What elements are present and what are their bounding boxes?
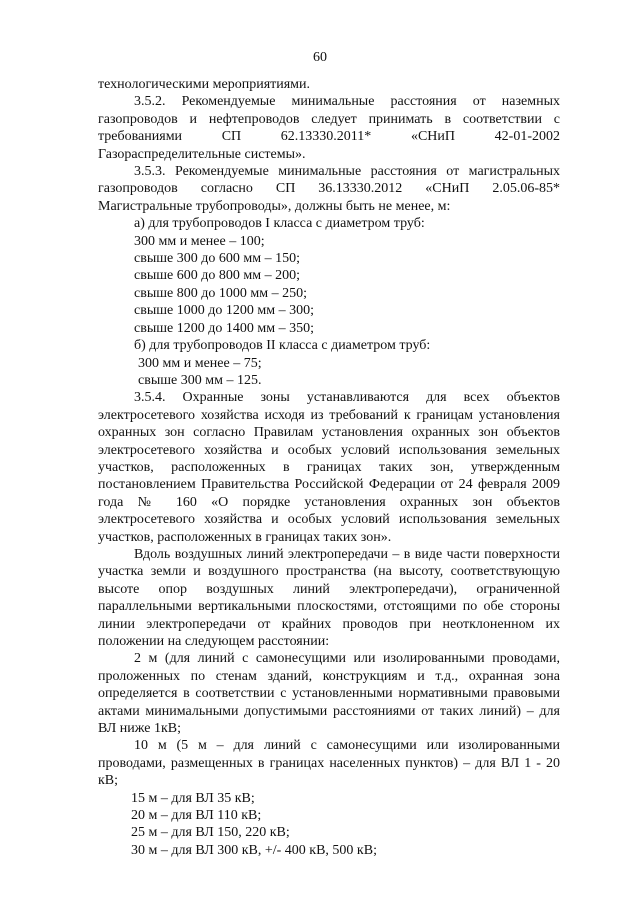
list-item: свыше 300 мм – 125. xyxy=(138,372,262,388)
list-item: свыше 600 до 800 мм – 200; xyxy=(134,268,300,284)
paragraph-2m-zone: 2 м (для линий с самонесущими или изолированными проводами, проложенных по стенам зданий, конструкциям и т.д., охранная зона определяется в соответствии с установленными нормативными правовыми актами минимальными допустимыми расстояниями от таких линий) – для ВЛ ниже 1кВ; xyxy=(98,651,560,737)
list-item: 300 мм и менее – 75; xyxy=(138,355,262,371)
document-body xyxy=(98,76,560,859)
paragraph-10m-zone: 10 м (5 м – для линий с самонесущими или изолированными проводами, размещенных в границах населенных пунктов) – для ВЛ 1 - 20 кВ; xyxy=(98,738,560,789)
paragraph-continuation: технологическими мероприятиями. xyxy=(98,77,311,92)
list-item: 25 м – для ВЛ 150, 220 кВ; xyxy=(131,825,290,841)
page-number: 60 xyxy=(313,50,327,65)
list-item: свыше 1000 до 1200 мм – 300; xyxy=(134,303,314,319)
list-item: 300 мм и менее – 100; xyxy=(134,233,265,249)
paragraph-overhead-lines: Вдоль воздушных линий электропередачи – в виде части поверхности участка земли и воздушного пространства (на высоту, соответствующую высоте опор воздушных линий электропередачи), ограниченной параллельными вертикальными плоскостями, отстоящими по обе стороны линии электропередачи от крайних проводов при неотклоненном их положении на следующем расстоянии: xyxy=(98,546,560,649)
list-item: 15 м – для ВЛ 35 кВ; xyxy=(131,790,255,806)
list-item: свыше 1200 до 1400 мм – 350; xyxy=(134,320,314,336)
list-item: 30 м – для ВЛ 300 кВ, +/- 400 кВ, 500 кВ; xyxy=(131,842,377,858)
list-item: свыше 800 до 1000 мм – 250; xyxy=(134,285,307,301)
paragraph-3-5-2: 3.5.2. Рекомендуемые минимальные расстояния от наземных газопроводов и нефтепроводов следует принимать в соответствии с требованиями СП 62.13330.2011* «СНиП 42-01-2002 Газораспределительные системы». xyxy=(98,94,560,162)
paragraph-3-5-3: 3.5.3. Рекомендуемые минимальные расстояния от магистральных газопроводов согласно СП 36.13330.2012 «СНиП 2.05.06-85* Магистральные трубопроводы», должны быть не менее, м: xyxy=(98,164,560,214)
list-item-class-2-header: б) для трубопроводов II класса с диаметром труб: xyxy=(134,338,431,354)
paragraph-3-5-4: 3.5.4. Охранные зоны устанавливаются для всех объектов электросетевого хозяйства исходя из требований к границам установления охранных зон согласно Правилам установления охранных зон объектов электросетевого хозяйства и особых условий использования земельных участков, расположенных в границах таких зон, утвержденным постановлением Правительства Российской Федерации от 24 февраля 2009 года № 160 «О порядке установления охранных зон объектов электросетевого хозяйства и особых условий использования земельных участков, расположенных в границах таких зон». xyxy=(98,390,560,545)
list-item: свыше 300 до 600 мм – 150; xyxy=(134,251,300,267)
list-item-class-1-header: а) для трубопроводов I класса с диаметром труб: xyxy=(134,216,425,232)
list-item: 20 м – для ВЛ 110 кВ; xyxy=(131,808,262,824)
